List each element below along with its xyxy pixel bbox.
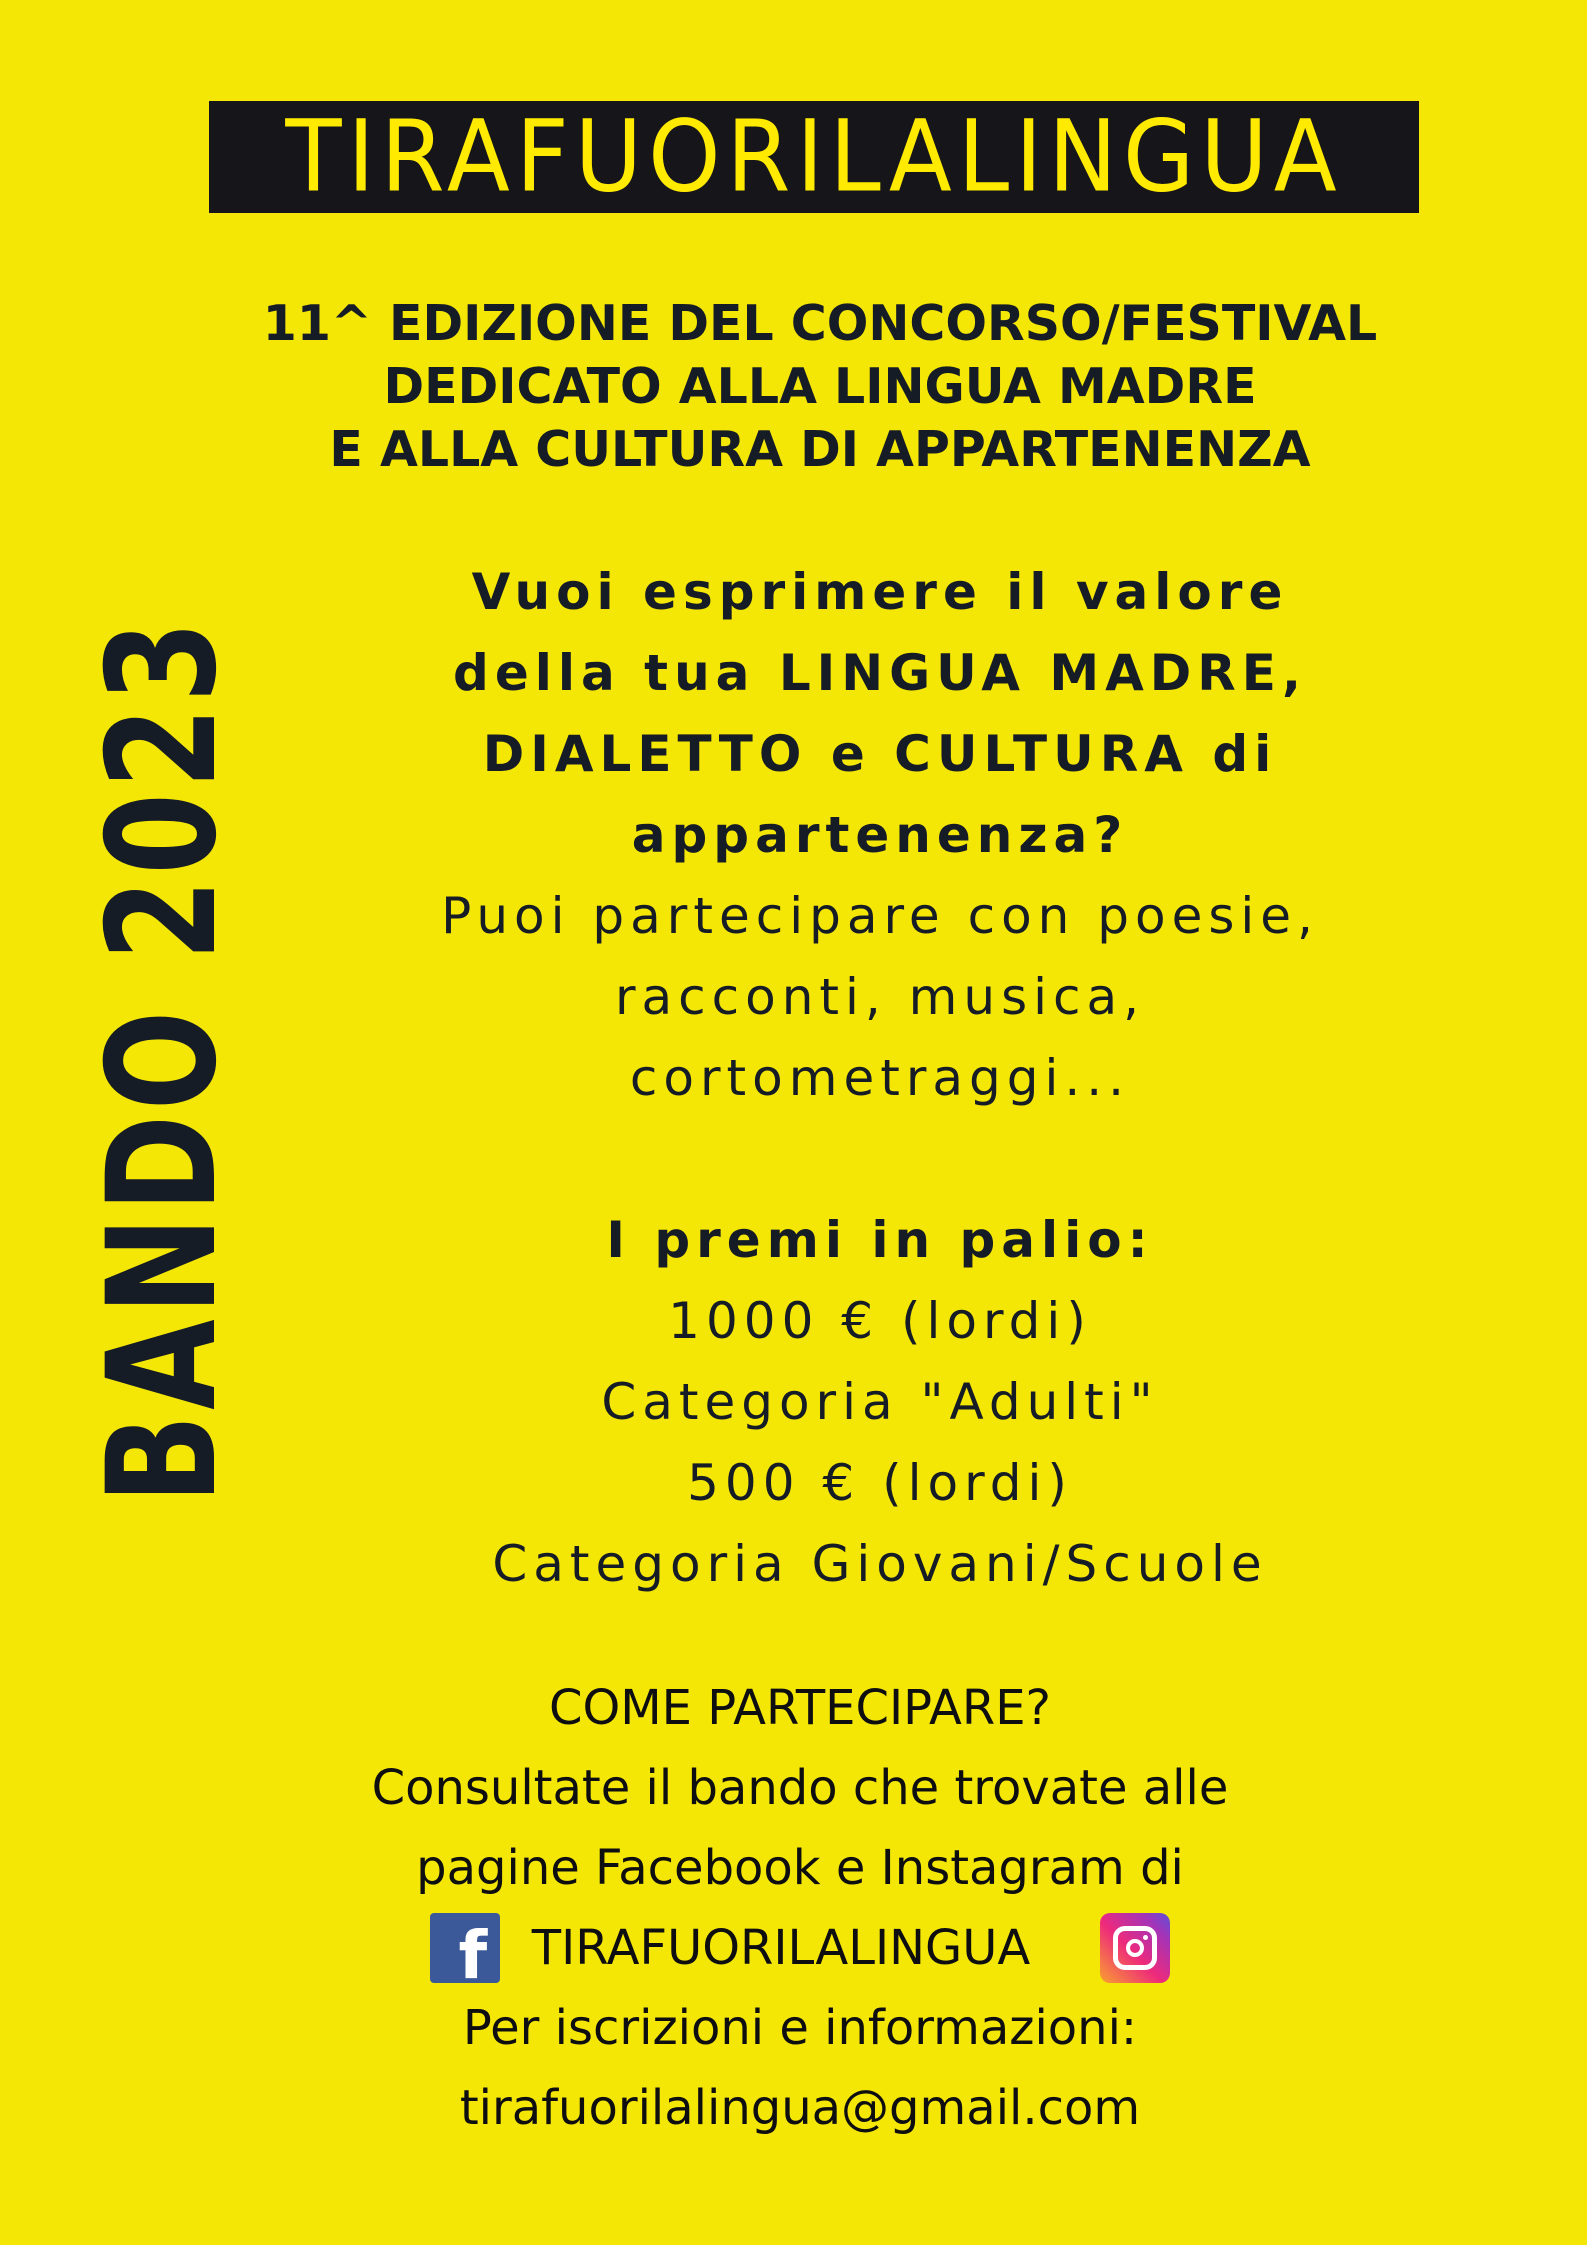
participate-line-3: cortometraggi...	[629, 1049, 1131, 1107]
prize-line-3: 500 € (lordi)	[687, 1454, 1073, 1512]
logo-banner	[209, 98, 1419, 215]
instagram-ring	[1113, 1926, 1157, 1970]
logo-text: TIRAFUORILALINGUA	[285, 98, 1343, 215]
edition-line-3: E ALLA CULTURA DI APPARTENENZA	[329, 421, 1311, 478]
question-line-4: appartenenza?	[631, 806, 1129, 864]
participation-line-1: Consultate il bando che trovate alle	[371, 1760, 1229, 1816]
edition-line-2: DEDICATO ALLA LINGUA MADRE	[383, 358, 1257, 415]
question-line-2: della tua LINGUA MADRE,	[453, 644, 1307, 702]
participate-line-2: racconti, musica,	[614, 968, 1146, 1026]
prizes-title: I premi in palio:	[606, 1211, 1154, 1269]
prize-line-1: 1000 € (lordi)	[668, 1292, 1092, 1350]
main-content	[330, 552, 1430, 1605]
participation-heading: COME PARTECIPARE?	[548, 1680, 1052, 1736]
prize-line-2: Categoria "Adulti"	[601, 1373, 1159, 1431]
social-row	[240, 1908, 1360, 1988]
facebook-icon[interactable]	[430, 1913, 500, 1983]
participate-line-1: Puoi partecipare con poesie,	[441, 887, 1319, 945]
social-name: TIRAFUORILALINGUA	[531, 1920, 1031, 1976]
vertical-title-text: BANDO 2023	[76, 616, 250, 1504]
prize-line-4: Categoria Giovani/Scuole	[492, 1535, 1268, 1593]
vertical-title	[76, 491, 250, 1629]
email-link[interactable]: tirafuorilalingua@gmail.com	[459, 2080, 1141, 2136]
participation-line-2: pagine Facebook e Instagram di	[416, 1840, 1184, 1896]
spacer	[330, 1119, 1430, 1200]
facebook-glyph: f	[458, 1917, 488, 1983]
question-line-1: Vuoi esprimere il valore	[471, 563, 1289, 621]
edition-heading	[200, 292, 1440, 481]
participation-section	[240, 1668, 1360, 2148]
instagram-icon[interactable]	[1100, 1913, 1170, 1983]
question-line-3: DIALETTO e CULTURA di	[482, 725, 1278, 783]
edition-line-1: 11^ EDIZIONE DEL CONCORSO/FESTIVAL	[262, 295, 1378, 352]
info-label: Per iscrizioni e informazioni:	[462, 2000, 1138, 2056]
